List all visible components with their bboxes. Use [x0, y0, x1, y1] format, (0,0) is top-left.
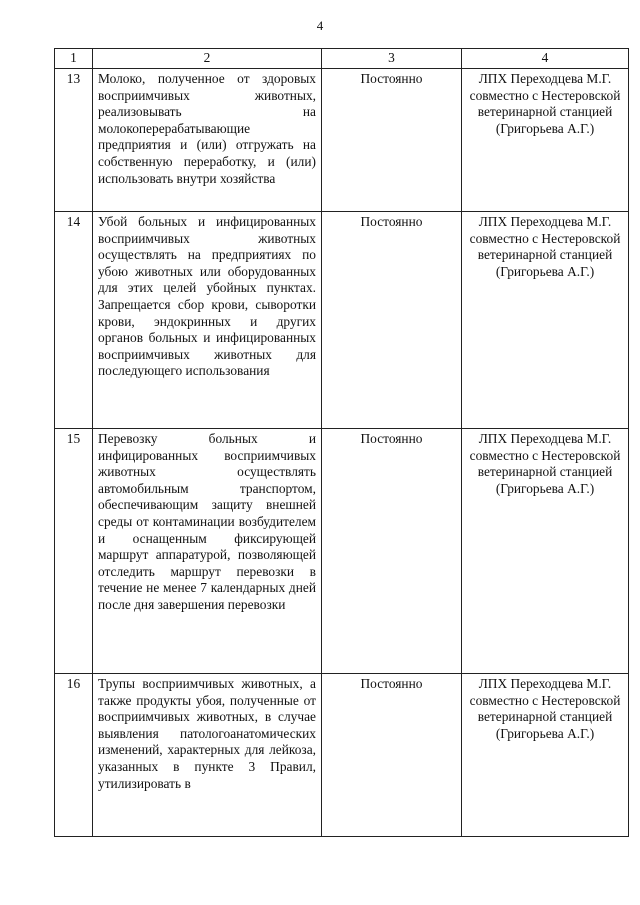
- table-row: [55, 429, 629, 674]
- measures-table: [54, 48, 629, 837]
- measure-text: Трупы восприимчивых животных, а также продукты убоя, полученные от восприимчивых животных, в случае выявления патологоанатомических изменений, характерных для лейкоза, указанных в пункте 3 Правил, утилизировать в: [93, 674, 322, 837]
- row-number: 14: [55, 212, 93, 429]
- table-row: [55, 69, 629, 212]
- row-number: 13: [55, 69, 93, 212]
- responsible-text: ЛПХ Переходцева М.Г. совместно с Нестеровской ветеринарной станцией (Григорьева А.Г.): [462, 429, 629, 674]
- responsible-text: ЛПХ Переходцева М.Г. совместно с Нестеровской ветеринарной станцией (Григорьева А.Г.): [462, 212, 629, 429]
- term-text: Постоянно: [322, 674, 462, 837]
- row-number: 15: [55, 429, 93, 674]
- measure-text: Перевозку больных и инфицированных восприимчивых животных осуществлять автомобильным транспортом, обеспечивающим защиту внешней среды от контаминации возбудителем и оснащенным фиксирующей маршрут аппаратурой, позволяющей отследить маршрут перевозки в течение не менее 7 календарных дней после дня завершения перевозки: [93, 429, 322, 674]
- table-header: [55, 49, 629, 69]
- term-text: Постоянно: [322, 212, 462, 429]
- table-row: [55, 212, 629, 429]
- measure-text: Молоко, полученное от здоровых восприимчивых животных, реализовывать на молокоперерабатывающие предприятия и (или) отгружать на собственную переработку, и (или) использовать внутри хозяйства: [93, 69, 322, 212]
- term-text: Постоянно: [322, 69, 462, 212]
- page-number: 4: [316, 18, 324, 33]
- column-header-1: 1: [55, 49, 93, 69]
- column-header-2: 2: [93, 49, 322, 69]
- column-header-3: 3: [322, 49, 462, 69]
- responsible-text: ЛПХ Переходцева М.Г. совместно с Нестеровской ветеринарной станцией (Григорьева А.Г.): [462, 674, 629, 837]
- responsible-text: ЛПХ Переходцева М.Г. совместно с Нестеровской ветеринарной станцией (Григорьева А.Г.): [462, 69, 629, 212]
- measure-text: Убой больных и инфицированных восприимчивых животных осуществлять на предприятиях по убою животных или оборудованных для этих целей убойных пунктах. Запрещается сбор крови, сыворотки крови, эндокринных и других органов больных и инфицированных восприимчивых животных для последующего использования: [93, 212, 322, 429]
- column-header-4: 4: [462, 49, 629, 69]
- row-number: 16: [55, 674, 93, 837]
- table-row: [55, 674, 629, 837]
- term-text: Постоянно: [322, 429, 462, 674]
